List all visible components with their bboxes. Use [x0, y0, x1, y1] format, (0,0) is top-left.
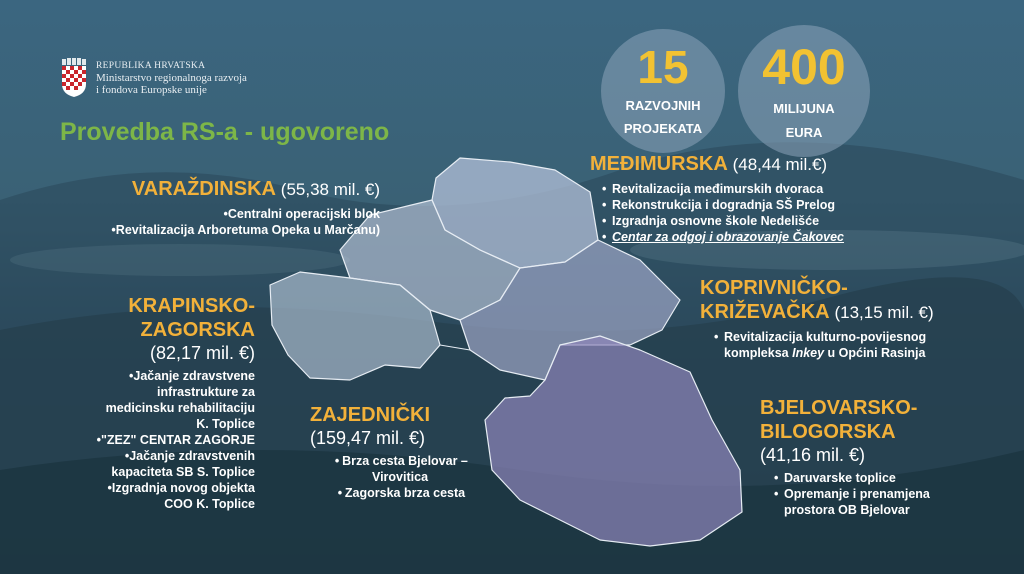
- region-value: (48,44 mil.€): [732, 155, 828, 174]
- list-item: • Rekonstrukcija i dogradnja SŠ Prelog: [602, 197, 920, 213]
- region-name-2: KRIŽEVAČKA: [700, 301, 829, 323]
- list-item: • Centralni operacijski blok: [60, 206, 380, 222]
- region-koprivnicko-krizevacka: [700, 276, 990, 361]
- region-name-1: KOPRIVNIČKO-: [700, 277, 848, 299]
- list-item: • Daruvarske toplice: [774, 470, 960, 486]
- list-item: • Jačanje zdravstvenih kapaciteta SB S. Toplice: [40, 448, 255, 480]
- region-value: (41,16 mil. €): [760, 445, 866, 465]
- stat-projects-label-2: PROJEKATA: [623, 121, 703, 136]
- stat-millions-label-2: EURA: [785, 125, 823, 140]
- region-name: VARAŽDINSKA: [131, 178, 276, 200]
- region-name-2: BILOGORSKA: [760, 421, 896, 443]
- list-item: • Revitalizacija kulturno-povijesnog kompleksa Inkey u Općini Rasinja: [714, 329, 990, 361]
- logo-line-funds: i fondova Europske unije: [96, 84, 207, 96]
- stat-projects-number: 15: [637, 41, 689, 93]
- list-item: • Izgradnja osnovne škole Nedelišće: [602, 213, 920, 229]
- project-list: [760, 470, 960, 518]
- region-medimurska: [590, 152, 920, 245]
- project-list: [590, 181, 920, 245]
- logo-line-ministry: Ministarstvo regionalnoga razvoja: [96, 72, 247, 84]
- list-item: • "ZEZ" CENTAR ZAGORJE: [40, 432, 255, 448]
- list-item: • Opremanje i prenamjena prostora OB Bjelovar: [774, 486, 960, 518]
- list-item: • Izgradnja novog objekta COO K. Toplice: [40, 480, 255, 512]
- region-value: (55,38 mil. €): [280, 180, 380, 199]
- stat-millions-number: 400: [762, 39, 846, 95]
- region-zajednicki: [310, 403, 490, 501]
- stat-projects-label-1: RAZVOJNIH: [625, 98, 701, 113]
- region-value: (159,47 mil. €): [310, 428, 426, 448]
- project-list: [60, 206, 380, 238]
- region-value: (82,17 mil. €): [149, 343, 255, 363]
- page-title: Provedba RS-a - ugovoreno: [60, 118, 390, 146]
- list-item: • Zagorska brza cesta: [310, 485, 490, 501]
- logo-line-country: REPUBLIKA HRVATSKA: [96, 61, 206, 71]
- stat-millions: [738, 25, 870, 157]
- croatian-coat-of-arms-icon: [60, 58, 88, 98]
- region-varazdinska: [60, 177, 380, 238]
- region-name: MEĐIMURSKA: [590, 153, 728, 175]
- region-name-2: ZAGORSKA: [140, 319, 255, 341]
- project-list: [40, 368, 255, 512]
- region-krapinsko-zagorska: [40, 294, 255, 512]
- project-link[interactable]: Centar za odgoj i obrazovanje Čakovec: [612, 230, 845, 244]
- region-value: (13,15 mil. €): [834, 303, 934, 322]
- ministry-logo: [60, 58, 360, 104]
- project-list: [310, 453, 490, 501]
- stat-millions-label-1: MILIJUNA: [773, 101, 835, 116]
- list-item: • Jačanje zdravstvene infrastrukture za medicinsku rehabilitaciju K. Toplice: [40, 368, 255, 432]
- region-name-1: BJELOVARSKO-: [760, 397, 918, 419]
- project-list: [700, 329, 990, 361]
- region-name-1: KRAPINSKO-: [128, 295, 255, 317]
- list-item: • Brza cesta Bjelovar – Virovitica: [310, 453, 490, 485]
- list-item: • Revitalizacija Arboretuma Opeka u Marčanu): [60, 222, 380, 238]
- list-item: • Revitalizacija međimurskih dvoraca: [602, 181, 920, 197]
- region-name: ZAJEDNIČKI: [310, 404, 431, 426]
- stat-projects: [601, 29, 725, 153]
- region-bjelovarsko-bilogorska: [760, 396, 960, 518]
